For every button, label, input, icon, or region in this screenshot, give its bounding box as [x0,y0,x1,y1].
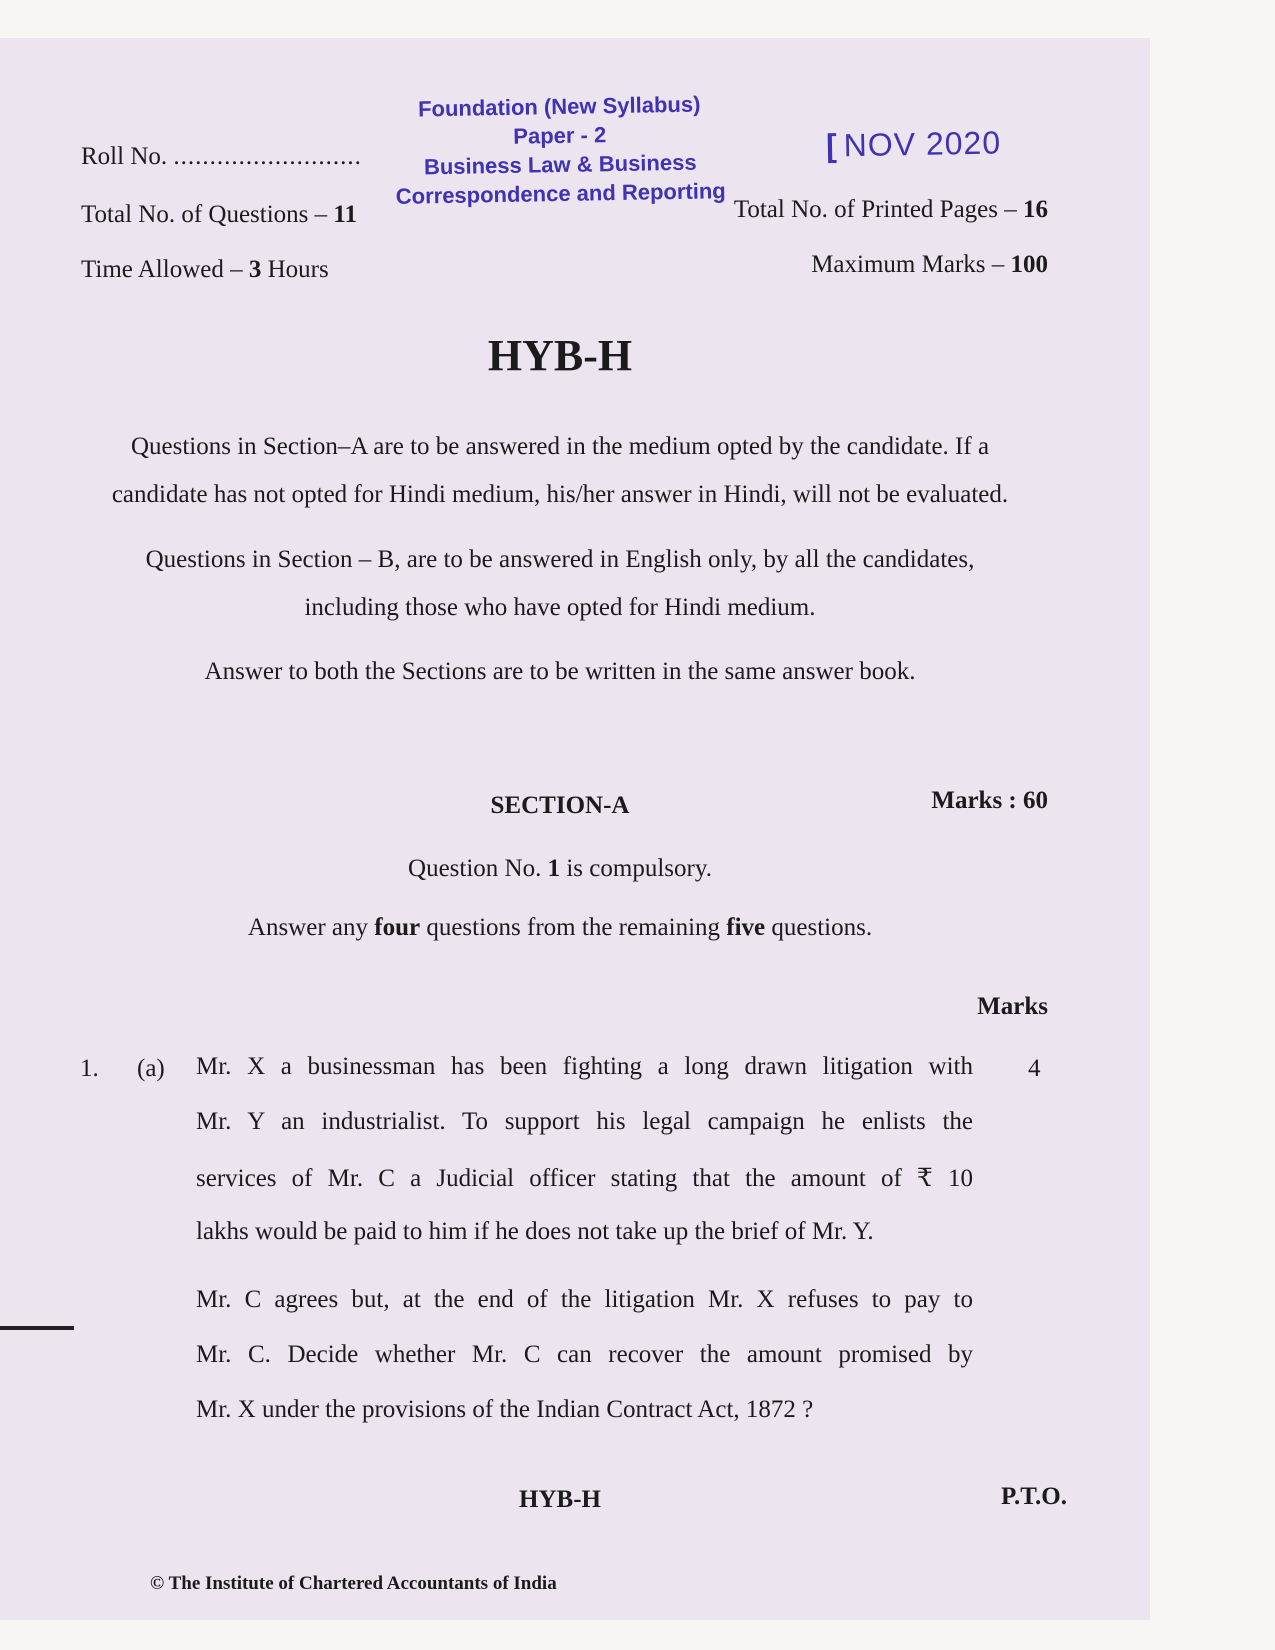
question-line: lakhs would be paid to him if he does not take up the brief of Mr. Y. [196,1218,874,1245]
total-pages [734,196,1048,224]
time-allowed [81,256,329,284]
maximum-marks [811,251,1048,279]
date-stamp [826,124,1002,164]
margin-mark [0,1326,74,1330]
any-post: questions. [771,914,873,941]
compulsory-pre: Question No. [408,855,542,882]
syllabus-stamp [389,89,731,211]
pages-value: 16 [1023,196,1048,223]
compulsory-note [0,855,1120,883]
footer-copyright: © The Institute of Chartered Accountants of India [150,1573,557,1594]
question-number: 1. [80,1055,99,1082]
question-marks: 4 [1028,1055,1041,1082]
any-four: four [374,914,421,941]
questions-value: 11 [333,201,358,228]
question-line: Mr. X a businessman has been fighting a long drawn litigation with [196,1053,973,1080]
stamp-line-2: Paper - 2 [513,122,607,149]
any-mid: questions from the remaining [426,914,721,941]
instruction-2-line-1: Questions in Section – B, are to be answered in English only, by all the candidates, [145,546,975,573]
any-five: five [726,914,766,941]
time-unit: Hours [267,256,329,283]
roll-number-field [81,143,362,171]
roll-label: Roll No. [81,143,168,170]
compulsory-num: 1 [547,855,561,882]
question-line: Mr. C. Decide whether Mr. C can recover the amount promised by [196,1341,973,1368]
compulsory-post: is compulsory. [566,855,712,882]
footer-code: HYB-H [519,1486,601,1513]
answer-any-note [0,914,1120,942]
instruction-1-line-2: candidate has not opted for Hindi medium, his/her answer in Hindi, will not be evaluated. [111,481,1009,508]
question-part: (a) [137,1055,165,1082]
pages-label: Total No. of Printed Pages – [733,196,1017,223]
question-line: Mr. Y an industrialist. To support his legal campaign he enlists the [196,1108,973,1135]
stamp-line-4: Correspondence and Reporting [395,178,726,209]
date-stamp-text: NOV 2020 [843,124,1002,164]
paper-code-title: HYB-H [487,331,633,380]
marks-column-header: Marks [977,993,1048,1020]
instruction-3: Answer to both the Sections are to be written in the same answer book. [204,658,916,685]
date-stamp-bracket-icon: [ [825,127,838,164]
stamp-line-1: Foundation (New Syllabus) [417,91,701,122]
total-questions [81,201,357,229]
any-pre: Answer any [247,914,368,941]
roll-dots: .......................... [173,143,362,170]
questions-label: Total No. of Questions – [81,201,328,228]
footer-pto: P.T.O. [1001,1483,1067,1510]
time-label: Time Allowed – [81,256,243,283]
time-value: 3 [248,256,262,283]
marks-value: 100 [1010,251,1048,278]
section-marks: Marks : 60 [931,787,1048,814]
question-line: Mr. X under the provisions of the Indian Contract Act, 1872 ? [196,1396,814,1423]
question-line: Mr. C agrees but, at the end of the litigation Mr. X refuses to pay to [196,1286,973,1313]
instruction-1-line-1: Questions in Section–A are to be answered in the medium opted by the candidate. If a [130,433,990,460]
question-line: services of Mr. C a Judicial officer stating that the amount of ₹ 10 [196,1165,973,1192]
section-title: SECTION-A [490,792,630,819]
instruction-2-line-2: including those who have opted for Hindi medium. [304,594,816,621]
stamp-line-3: Business Law & Business [423,149,697,180]
marks-label: Maximum Marks – [811,251,1005,278]
